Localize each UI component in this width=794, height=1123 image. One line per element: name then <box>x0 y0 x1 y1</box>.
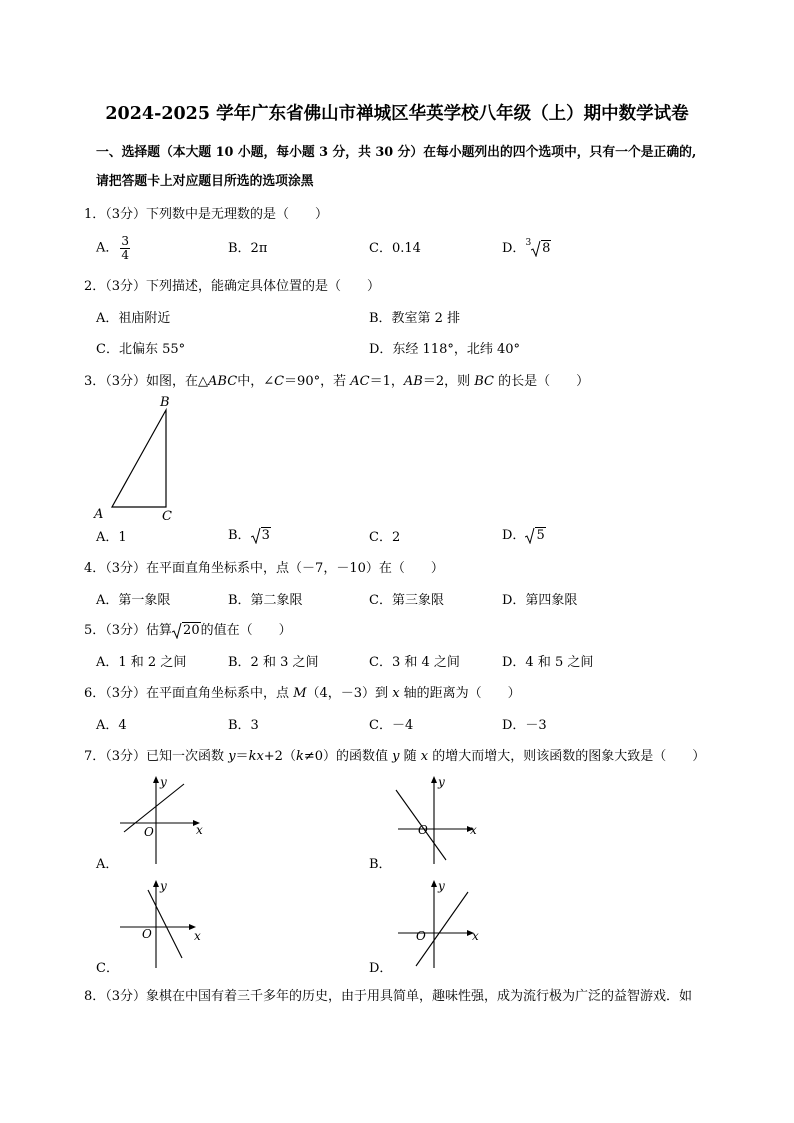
q5-option-d: D．4 和 5 之间 <box>502 655 594 670</box>
q6-option-d: D．－3 <box>502 718 547 733</box>
section-heading-line1: 一、选择题（本大题 10 小题，每小题 3 分，共 30 分）在每小题列出的四个选项中，只有一个是正确的, <box>96 145 697 160</box>
svg-text:y: y <box>438 775 445 789</box>
vertex-c-label: C <box>162 509 172 524</box>
svg-text:O: O <box>416 929 426 943</box>
q4-option-b: B．第二象限 <box>228 593 303 608</box>
q7-option-b: B． <box>369 857 392 872</box>
svg-text:O: O <box>142 927 152 941</box>
q1-option-b: B．2π <box>228 241 268 256</box>
q6-option-c: C．－4 <box>369 718 414 733</box>
graph-a-line <box>124 784 184 832</box>
question-5-stem: 5．（3分）估算 20的值在（ ） <box>84 623 292 638</box>
q3-option-b: B． 3 <box>228 528 270 543</box>
svg-text:y: y <box>160 879 167 893</box>
q7-option-d: D． <box>369 961 393 976</box>
section-heading-line2: 请把答题卡上对应题目所选的选项涂黑 <box>96 174 314 189</box>
question-4-stem: 4．（3分）在平面直角坐标系中，点（－7，－10）在（ ） <box>84 561 444 576</box>
q2-option-a: A．祖庙附近 <box>96 311 171 326</box>
question-1-stem: 1．（3分）下列数中是无理数的是（ ） <box>84 207 329 222</box>
q4-option-d: D．第四象限 <box>502 593 578 608</box>
q4-option-c: C．第三象限 <box>369 593 444 608</box>
vertex-b-label: B <box>160 395 170 410</box>
q5-option-b: B．2 和 3 之间 <box>228 655 319 670</box>
svg-text:y: y <box>438 879 445 893</box>
page-title: 2024-2025 学年广东省佛山市禅城区华英学校八年级（上）期中数学试卷 <box>105 104 689 124</box>
svg-text:O: O <box>418 823 428 837</box>
q3-option-d: D． 5 <box>502 528 545 543</box>
question-8-stem: 8．（3分）象棋在中国有着三千多年的历史，由于用具简单，趣味性强，成为流行极为广泛的益智游戏．如 <box>84 989 693 1004</box>
q2-option-d: D．东经 118°，北纬 40° <box>369 342 521 357</box>
q1-option-a: A． $\frac{3}{4}$ <box>96 234 130 262</box>
svg-text:O: O <box>144 825 154 839</box>
question-6-stem: 6．（3分）在平面直角坐标系中，点 M（4，－3）到 x 轴的距离为（ ） <box>84 686 521 701</box>
triangle-abc <box>112 410 166 507</box>
svg-text:x: x <box>196 823 203 837</box>
graph-d <box>390 876 490 972</box>
q7-option-a: A． <box>96 857 119 872</box>
q4-option-a: A．第一象限 <box>96 593 171 608</box>
graph-c <box>112 876 212 972</box>
question-2-stem: 2．（3分）下列描述，能确定具体位置的是（ ） <box>84 279 381 294</box>
q1-option-d: D．$^3$ 8 <box>502 238 551 256</box>
q5-option-a: A．1 和 2 之间 <box>96 655 187 670</box>
q2-option-b: B．教室第 2 排 <box>369 311 461 326</box>
question-7-stem: 7．（3分）已知一次函数 y＝kx+2（k≠0）的函数值 y 随 x 的增大而增大，则该函数的图象大致是（ ） <box>84 749 706 764</box>
graph-c-line <box>148 890 182 958</box>
q7-option-c: C． <box>96 961 119 976</box>
q1-option-c: C．0.14 <box>369 241 421 256</box>
q3-option-a: A．1 <box>96 530 127 545</box>
q6-option-a: A．4 <box>96 718 127 733</box>
svg-text:y: y <box>160 775 167 789</box>
svg-text:x: x <box>470 823 477 837</box>
q6-option-b: B．3 <box>228 718 259 733</box>
graph-b <box>390 772 490 868</box>
vertex-a-label: A <box>94 507 104 522</box>
q3-option-c: C．2 <box>369 530 401 545</box>
q2-option-c: C．北偏东 55° <box>96 342 186 357</box>
svg-text:x: x <box>472 929 479 943</box>
right-triangle-figure <box>88 392 188 524</box>
q5-option-c: C．3 和 4 之间 <box>369 655 460 670</box>
svg-text:x: x <box>194 929 201 943</box>
question-3-stem: 3．（3分）如图，在△ABC中，∠C＝90°，若 AC＝1，AB＝2，则 BC 的长是（ ） <box>84 374 590 389</box>
graph-a <box>112 772 212 868</box>
